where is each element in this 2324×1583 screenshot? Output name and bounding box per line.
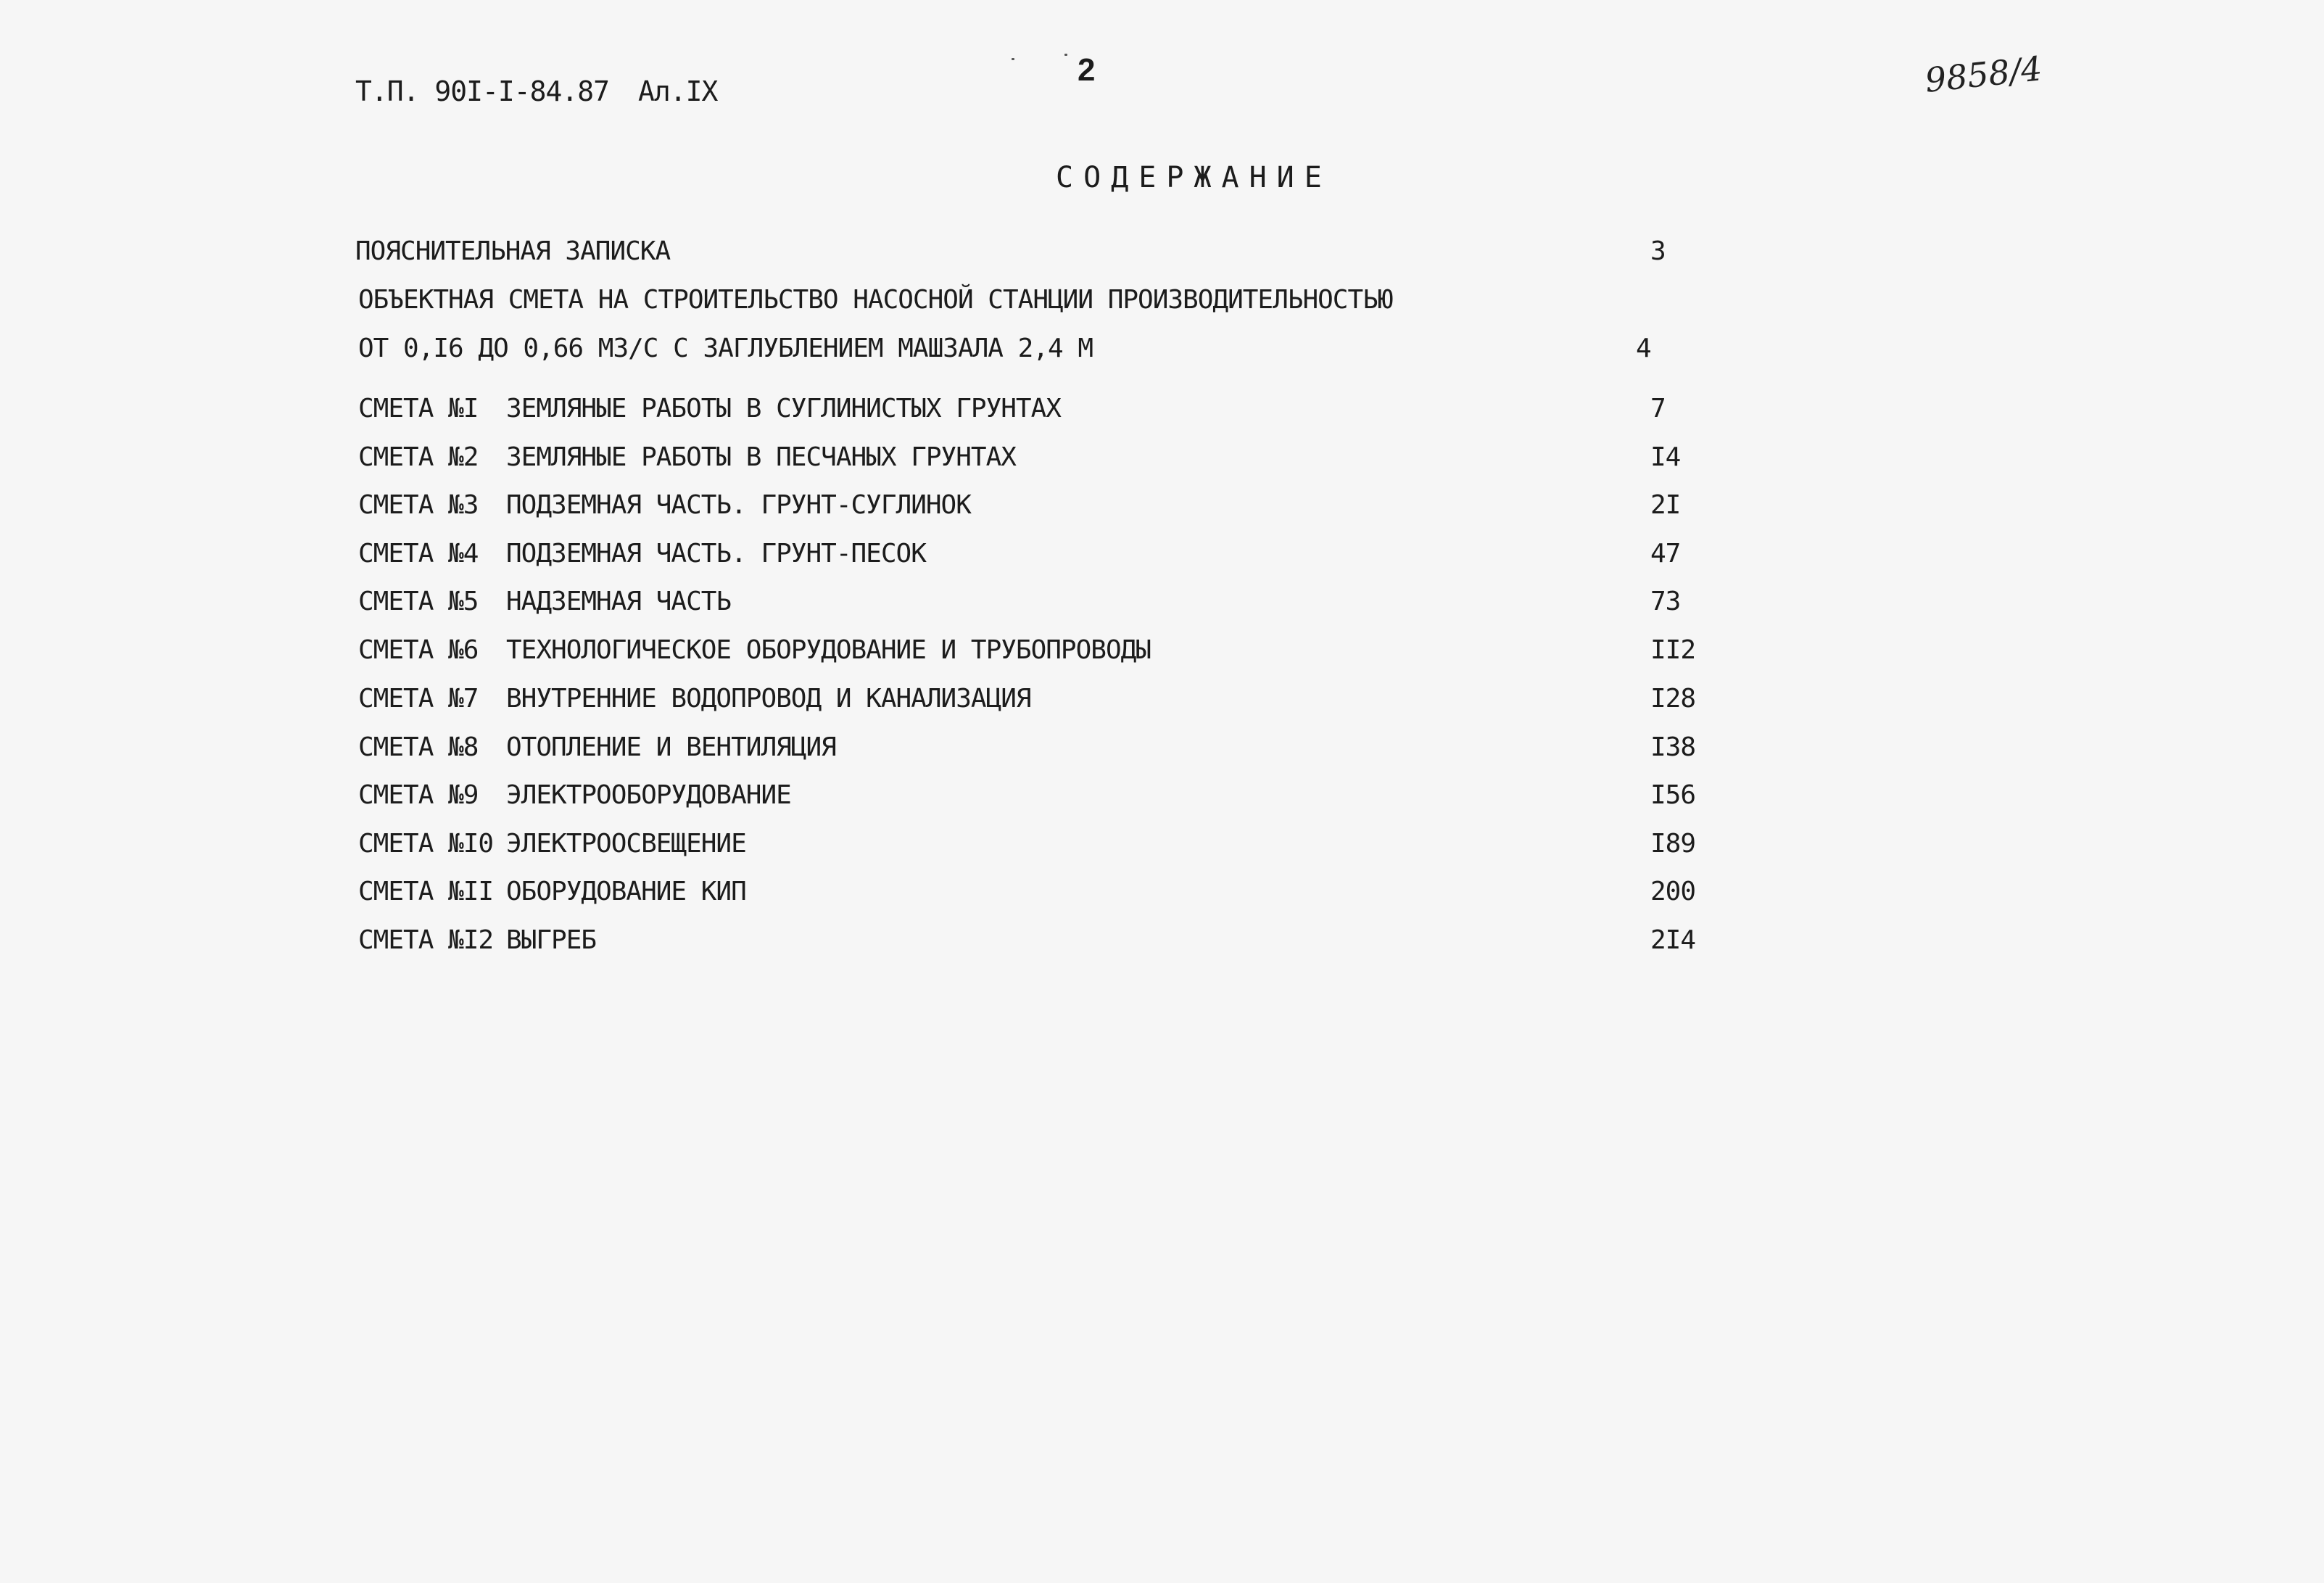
estimate-page: I4 — [1650, 442, 1681, 472]
estimate-row — [0, 732, 2324, 769]
toc-object-estimate-line2: ОТ 0,I6 ДО 0,66 М3/С С ЗАГЛУБЛЕНИЕМ МАШЗАЛА 2,4 М — [358, 334, 1093, 363]
estimate-label: СМЕТА №8 — [358, 732, 479, 762]
estimate-page: 73 — [1650, 587, 1681, 616]
estimate-title: ОТОПЛЕНИЕ И ВЕНТИЛЯЦИЯ — [506, 732, 836, 762]
toc-title: СОДЕРЖАНИЕ — [1056, 161, 1332, 194]
toc-note-title: ПОЯСНИТЕЛЬНАЯ ЗАПИСКА — [355, 236, 671, 266]
estimate-title: ЗЕМЛЯНЫЕ РАБОТЫ В СУГЛИНИСТЫХ ГРУНТАХ — [506, 394, 1061, 423]
estimate-page: 2I — [1650, 490, 1681, 520]
estimate-row — [0, 925, 2324, 962]
estimate-label: СМЕТА №4 — [358, 539, 479, 569]
estimate-label: СМЕТА №2 — [358, 442, 479, 472]
toc-note-page: 3 — [1650, 236, 1666, 266]
estimate-title: ОБОРУДОВАНИЕ КИП — [506, 877, 746, 906]
estimate-page: I56 — [1650, 780, 1696, 810]
estimate-row — [0, 490, 2324, 526]
estimate-title: ЭЛЕКТРООСВЕЩЕНИЕ — [506, 829, 746, 859]
estimate-label: СМЕТА №6 — [358, 635, 479, 665]
estimate-page: I28 — [1650, 684, 1696, 714]
scan-speck — [1012, 58, 1014, 60]
estimate-title: ЭЛЕКТРООБОРУДОВАНИЕ — [506, 780, 791, 810]
estimate-title: ПОДЗЕМНАЯ ЧАСТЬ. ГРУНТ-СУГЛИНОК — [506, 490, 971, 520]
sheet-label: Ал.IX — [638, 75, 718, 107]
estimate-label: СМЕТА №I2 — [358, 925, 494, 955]
estimate-label: СМЕТА №5 — [358, 587, 479, 616]
estimate-row — [0, 877, 2324, 913]
document-code: Т.П. 90I-I-84.87 — [355, 75, 610, 107]
estimate-row — [0, 539, 2324, 575]
estimate-page: 47 — [1650, 539, 1681, 569]
estimate-page: 2I4 — [1650, 925, 1696, 955]
estimate-row — [0, 394, 2324, 430]
estimate-row — [0, 684, 2324, 720]
estimate-title: ТЕХНОЛОГИЧЕСКОЕ ОБОРУДОВАНИЕ И ТРУБОПРОВОДЫ — [506, 635, 1151, 665]
archive-number: 9858/4 — [1923, 49, 2044, 100]
estimate-label: СМЕТА №II — [358, 877, 494, 906]
estimate-title: ПОДЗЕМНАЯ ЧАСТЬ. ГРУНТ-ПЕСОК — [506, 539, 926, 569]
estimate-row — [0, 442, 2324, 479]
estimate-row — [0, 780, 2324, 817]
estimate-page: I38 — [1650, 732, 1696, 762]
estimate-page: 7 — [1650, 394, 1666, 423]
estimate-page: 200 — [1650, 877, 1696, 906]
estimate-label: СМЕТА №3 — [358, 490, 479, 520]
estimate-label: СМЕТА №7 — [358, 684, 479, 714]
estimate-title: ВЫГРЕБ — [506, 925, 597, 955]
estimate-page: II2 — [1650, 635, 1696, 665]
toc-object-estimate-line1: ОБЪЕКТНАЯ СМЕТА НА СТРОИТЕЛЬСТВО НАСОСНОЙ СТАНЦИИ ПРОИЗВОДИТЕЛЬНОСТЬЮ — [358, 285, 1393, 315]
estimate-row — [0, 635, 2324, 671]
page-number: 2 — [1078, 52, 1096, 88]
estimate-row — [0, 829, 2324, 865]
estimate-row — [0, 587, 2324, 623]
estimate-title: ЗЕМЛЯНЫЕ РАБОТЫ В ПЕСЧАНЫХ ГРУНТАХ — [506, 442, 1016, 472]
estimate-label: СМЕТА №I — [358, 394, 479, 423]
estimate-label: СМЕТА №9 — [358, 780, 479, 810]
toc-object-estimate-page: 4 — [1636, 334, 1651, 363]
estimate-label: СМЕТА №I0 — [358, 829, 494, 859]
estimate-page: I89 — [1650, 829, 1696, 859]
estimate-title: ВНУТРЕННИЕ ВОДОПРОВОД И КАНАЛИЗАЦИЯ — [506, 684, 1031, 714]
estimate-title: НАДЗЕМНАЯ ЧАСТЬ — [506, 587, 732, 616]
scan-speck — [1064, 54, 1067, 56]
